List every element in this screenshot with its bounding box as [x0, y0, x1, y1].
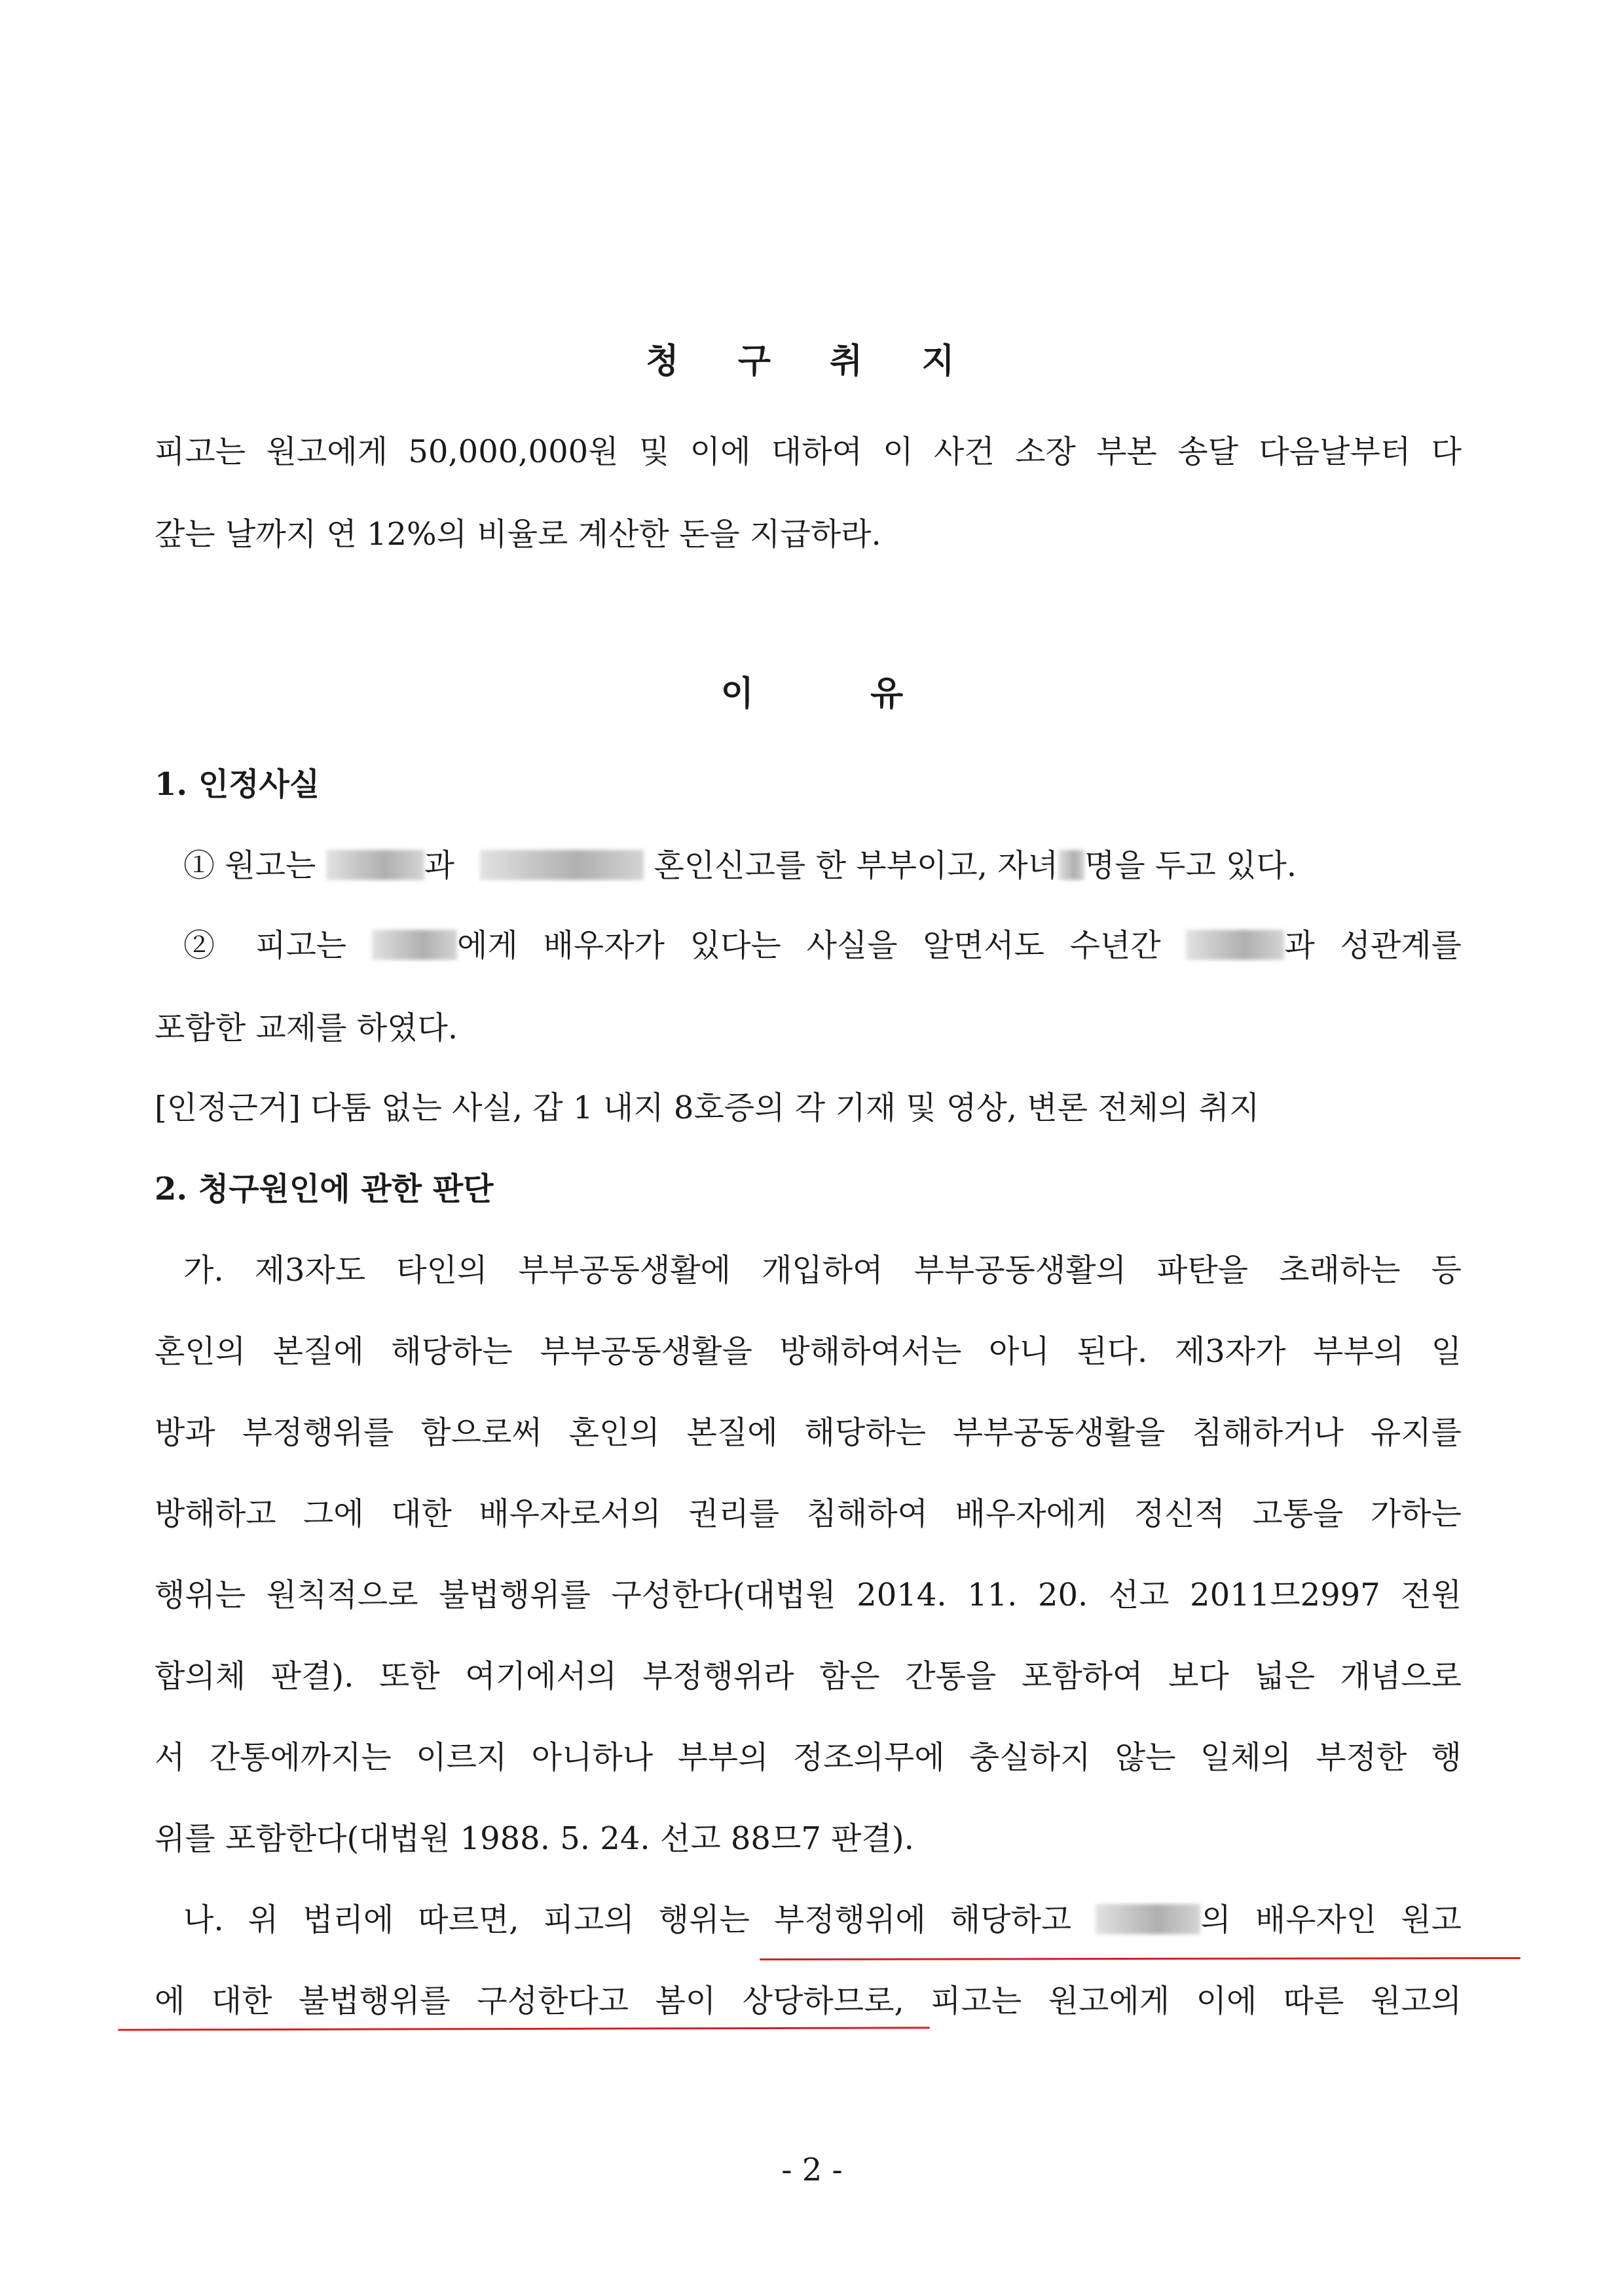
para-na-line-1 — [183, 1899, 1462, 1941]
para-ga-line-4: 방해하고 그에 대한 배우자로서의 권리를 침해하여 배우자에게 정신적 고통을 가하는 — [155, 1496, 1462, 1532]
fact-2-text-c: 과 성관계를 — [1284, 927, 1462, 964]
recognition-basis: [인정근거] 다툼 없는 사실, 갑 1 내지 8호증의 각 기재 및 영상, 변론 전체의 취지 — [155, 1090, 1260, 1126]
claim-line-2: 갚는 날까지 연 12%의 비율로 계산한 돈을 지급하라. — [155, 516, 881, 553]
fact-item-2 — [183, 925, 1462, 966]
fact-1-text-d: 명을 두고 있다. — [1084, 847, 1297, 884]
redacted-name — [480, 850, 644, 880]
fact-2-text-b: 에게 배우자가 있다는 사실을 알면서도 수년간 — [457, 927, 1161, 964]
section-1-title: 1. 인정사실 — [155, 766, 320, 803]
section-2-title: 2. 청구원인에 관한 판단 — [155, 1171, 494, 1207]
fact-1-text-b: 과 — [424, 847, 455, 884]
redacted-number — [1058, 850, 1084, 880]
redacted-name — [1096, 1904, 1200, 1934]
claim-heading: 청 구 취 지 — [646, 341, 978, 381]
fact-2-text-a: ② 피고는 — [183, 927, 347, 964]
page-number: - 2 - — [781, 2152, 843, 2188]
para-ga-line-5: 행위는 원칙적으로 불법행위를 구성한다(대법원 2014. 11. 20. 선고 2011므2997 전원 — [155, 1577, 1462, 1613]
red-underline-annotation — [760, 1957, 1521, 1960]
reasons-heading: 이 유 — [720, 674, 904, 714]
fact-1-text-c: 혼인신고를 한 부부이고, 자녀 — [654, 847, 1058, 884]
fact-1-text-a: ① 원고는 — [183, 847, 316, 884]
para-ga-line-1: 가. 제3자도 타인의 부부공동생활에 개입하여 부부공동생활의 파탄을 초래하는 등 — [183, 1252, 1462, 1289]
para-ga-line-7: 서 간통에까지는 이르지 아니하나 부부의 정조의무에 충실하지 않는 일체의 부정한 행 — [155, 1739, 1462, 1776]
para-na-text-a: 나. 위 법리에 따르면, 피고의 행위는 부정행위에 해당하고 — [183, 1901, 1072, 1938]
redacted-name — [326, 850, 424, 880]
fact-item-2-cont: 포함한 교제를 하였다. — [155, 1010, 458, 1046]
para-ga-line-3: 방과 부정행위를 함으로써 혼인의 본질에 해당하는 부부공동생활을 침해하거나 유지를 — [155, 1414, 1462, 1451]
redacted-name — [372, 930, 457, 960]
para-na-text-b: 의 배우자인 원고 — [1200, 1901, 1462, 1938]
redacted-name — [1186, 930, 1284, 960]
para-ga-line-6: 합의체 판결). 또한 여기에서의 부정행위라 함은 간통을 포함하여 보다 넓은 개념으로 — [155, 1658, 1462, 1695]
claim-line-1: 피고는 원고에게 50,000,000원 및 이에 대하여 이 사건 소장 부본 송달 다음날부터 다 — [155, 433, 1462, 470]
red-underline-annotation — [118, 2027, 930, 2030]
para-ga-line-2: 혼인의 본질에 해당하는 부부공동생활을 방해하여서는 아니 된다. 제3자가 부부의 일 — [155, 1333, 1462, 1370]
fact-item-1 — [183, 845, 1297, 887]
para-na-line-2: 에 대한 불법행위를 구성한다고 봄이 상당하므로, 피고는 원고에게 이에 따른 원고의 — [155, 1983, 1462, 2019]
para-ga-line-8: 위를 포함한다(대법원 1988. 5. 24. 선고 88므7 판결). — [155, 1820, 914, 1857]
